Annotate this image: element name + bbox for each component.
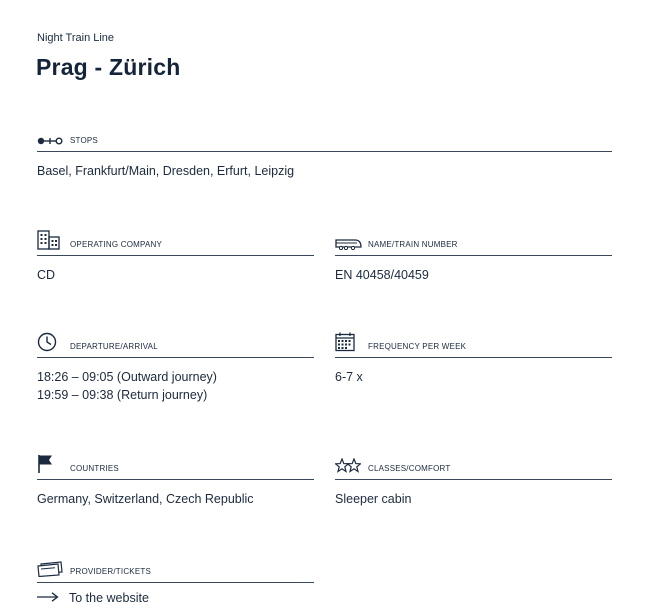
frequency-label: FREQUENCY PER WEEK <box>368 342 467 351</box>
line-eyebrow: Night Train Line <box>37 32 115 44</box>
operating-company-section <box>37 234 314 284</box>
countries-section <box>37 458 314 508</box>
classes-label: CLASSES/COMFORT <box>368 464 451 473</box>
flag-icon <box>37 452 55 474</box>
train-number-header <box>335 234 612 256</box>
countries-header <box>37 458 314 480</box>
frequency-value: 6-7 x <box>335 370 363 384</box>
provider-header <box>37 561 314 583</box>
calendar-icon <box>335 330 355 352</box>
return-journey: 19:59 – 09:38 (Return journey) <box>37 388 208 402</box>
classes-header <box>335 458 612 480</box>
classes-value: Sleeper cabin <box>335 492 412 506</box>
train-number-section <box>335 234 612 284</box>
operating-company-header <box>37 234 314 256</box>
train-number-label: NAME/TRAIN NUMBER <box>368 240 458 249</box>
provider-label: PROVIDER/TICKETS <box>70 567 151 576</box>
stops-header <box>37 130 612 152</box>
arrow-right-icon <box>37 591 59 605</box>
departure-arrival-section <box>37 336 314 404</box>
frequency-header <box>335 336 612 358</box>
stops-section <box>37 130 612 180</box>
train-icon <box>335 228 362 250</box>
tickets-icon <box>37 555 63 577</box>
clock-icon <box>37 330 57 352</box>
departure-arrival-header <box>37 336 314 358</box>
website-link-label[interactable]: To the website <box>69 591 149 605</box>
building-icon <box>37 228 61 250</box>
stars-icon <box>335 452 361 474</box>
train-number-value: EN 40458/40459 <box>335 268 429 282</box>
operating-company-value: CD <box>37 268 56 282</box>
departure-arrival-value <box>37 368 314 404</box>
stops-label: STOPS <box>70 136 98 145</box>
operating-company-label: OPERATING COMPANY <box>70 240 163 249</box>
classes-section <box>335 458 612 508</box>
departure-arrival-label: DEPARTURE/ARRIVAL <box>70 342 158 351</box>
website-link[interactable] <box>37 591 314 605</box>
provider-section <box>37 561 314 605</box>
outward-journey: 18:26 – 09:05 (Outward journey) <box>37 370 217 384</box>
countries-value: Germany, Switzerland, Czech Republic <box>37 492 254 506</box>
frequency-section <box>335 336 612 386</box>
page-title: Prag - Zürich <box>36 54 181 80</box>
countries-label: COUNTRIES <box>70 464 119 473</box>
route-stops-icon <box>37 123 63 145</box>
stops-value: Basel, Frankfurt/Main, Dresden, Erfurt, Leipzig <box>37 164 295 178</box>
